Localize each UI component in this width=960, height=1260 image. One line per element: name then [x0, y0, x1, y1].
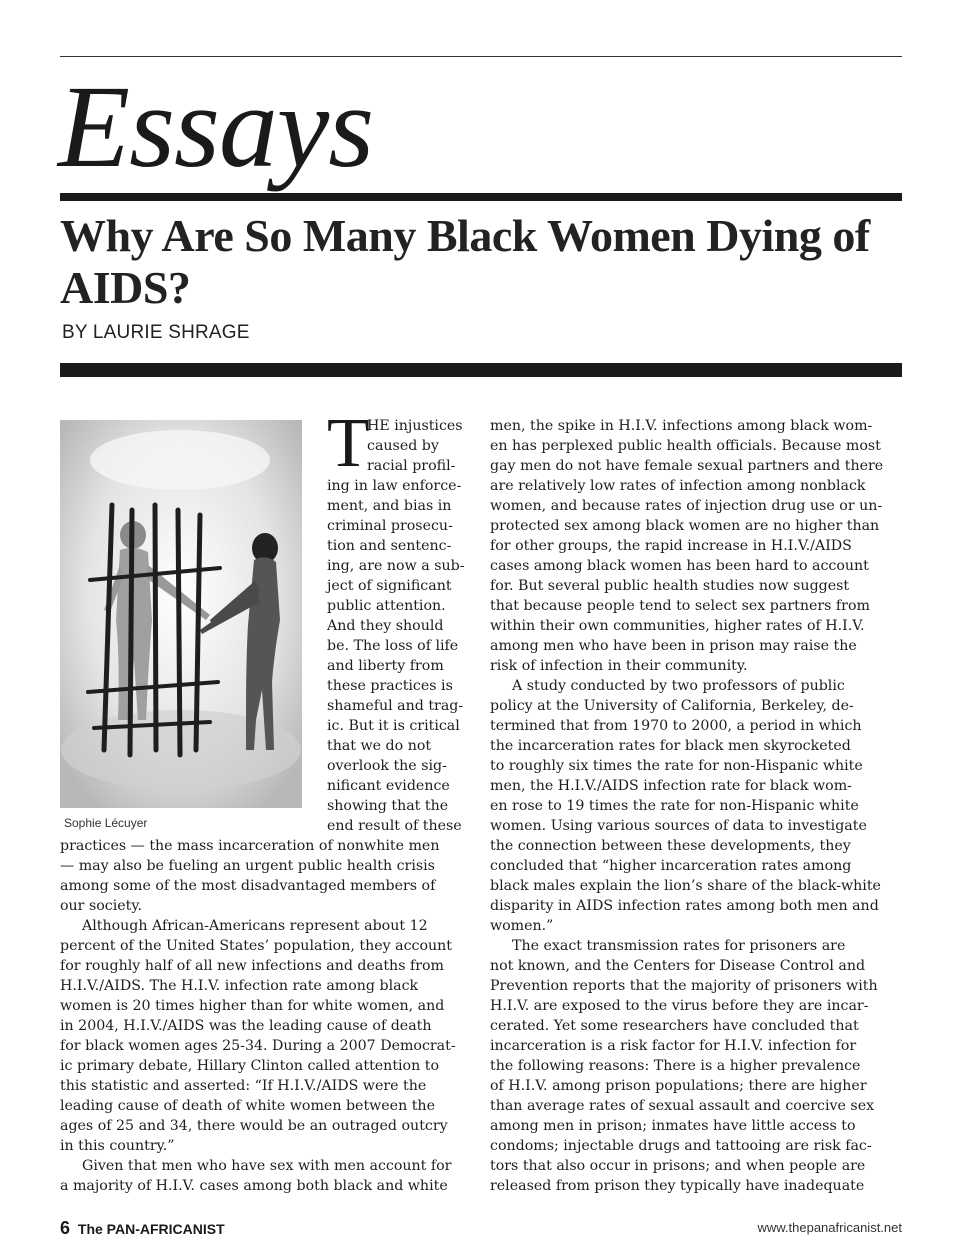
column-right: [490, 416, 902, 1196]
text-line: — may also be fueling an urgent public health crisis: [60, 858, 435, 874]
text-line: overlook the sig-: [327, 758, 447, 774]
text-line: And they should: [327, 618, 444, 634]
text-line: practices — the mass incarceration of nonwhite men: [60, 838, 440, 854]
text-line: for other groups, the rapid increase in H.I.V./AIDS: [490, 538, 852, 554]
text-line: that because people tend to select sex partners from: [490, 598, 870, 614]
text-line: ing, are now a sub-: [327, 558, 465, 574]
text-line: among men who have been in prison may raise the: [490, 638, 857, 654]
text-line: ic primary debate, Hillary Clinton called attention to: [60, 1058, 439, 1074]
column-left-bottom: [60, 836, 472, 1196]
image-credit: Sophie Lécuyer: [64, 816, 148, 830]
text-line: women.”: [490, 918, 554, 934]
text-line: these practices is: [327, 678, 453, 694]
drop-cap: T: [327, 405, 370, 482]
text-line: of H.I.V. among prison populations; there are higher: [490, 1078, 867, 1094]
text-line: in 2004, H.I.V./AIDS was the leading cause of death: [60, 1018, 432, 1034]
text-line: showing that the: [327, 798, 449, 814]
text-line: that we do not: [327, 738, 432, 754]
top-rule: [60, 56, 902, 57]
text-line: en rose to 19 times the rate for non-Hispanic white: [490, 798, 859, 814]
text-line: HE injustices: [367, 418, 463, 434]
text-line: a majority of H.I.V. cases among both black and white: [60, 1178, 448, 1194]
text-line: are relatively low rates of infection among nonblack: [490, 478, 866, 494]
text-line: tors that also occur in prisons; and when people are: [490, 1158, 866, 1174]
text-line: A study conducted by two professors of public: [512, 678, 845, 694]
column-left-top: [327, 405, 470, 836]
text-line: Prevention reports that the majority of prisoners with: [490, 978, 878, 994]
text-line: gay men do not have female sexual partners and there: [490, 458, 884, 474]
byline: BY LAURIE SHRAGE: [62, 322, 250, 343]
text-line: Although African-Americans represent about 12: [82, 918, 428, 934]
text-line: incarceration is a risk factor for H.I.V. infection for: [490, 1038, 857, 1054]
text-line: racial profil-: [367, 458, 456, 474]
text-line: ic. But it is critical: [327, 718, 460, 734]
page-number: 6: [60, 1218, 71, 1238]
text-line: shameful and trag-: [327, 698, 464, 714]
text-line: to roughly six times the rate for non-Hispanic white: [490, 758, 863, 774]
text-line: among some of the most disadvantaged members of: [60, 878, 436, 894]
text-line: women is 20 times higher than for white women, and: [60, 998, 445, 1014]
text-line: the incarceration rates for black men skyrocketed: [490, 738, 851, 754]
text-line: risk of infection in their community.: [490, 658, 748, 674]
text-line: protected sex among black women are no higher than: [490, 518, 880, 534]
header-divider: [60, 363, 902, 377]
text-line: among men in prison; inmates have little access to: [490, 1118, 856, 1134]
text-line: women, and because rates of injection drug use or un-: [490, 498, 883, 514]
text-line: not known, and the Centers for Disease Control and: [490, 958, 866, 974]
article-headline: Why Are So Many Black Women Dying of AIDS?: [60, 210, 870, 313]
text-line: for black women ages 25-34. During a 2007 Democrat-: [60, 1038, 456, 1054]
text-line: for. But several public health studies now suggest: [490, 578, 850, 594]
text-line: percent of the United States’ population, they account: [60, 938, 452, 954]
text-line: en has perplexed public health officials. Because most: [490, 438, 881, 454]
text-line: Given that men who have sex with men account for: [82, 1158, 452, 1174]
text-line: cases among black women has been hard to account: [490, 558, 869, 574]
text-line: H.I.V./AIDS. The H.I.V. infection rate among black: [60, 978, 419, 994]
text-line: end result of these: [327, 818, 462, 834]
section-title: Essays: [58, 61, 374, 192]
text-line: for roughly half of all new infections and deaths from: [60, 958, 445, 974]
text-line: tion and sentenc-: [327, 538, 452, 554]
text-line: the following reasons: There is a higher prevalence: [490, 1058, 861, 1074]
text-line: ages of 25 and 34, there would be an outraged outcry: [60, 1118, 448, 1134]
text-line: leading cause of death of white women between the: [60, 1098, 435, 1114]
text-line: condoms; injectable drugs and tattooing are risk fac-: [490, 1138, 872, 1154]
illustration: [60, 420, 302, 808]
text-line: disparity in AIDS infection rates among both men and: [490, 898, 879, 914]
text-line: women. Using various sources of data to investigate: [490, 818, 867, 834]
title-divider: [60, 193, 902, 201]
footer-url: www.thepanafricanist.net: [757, 1220, 902, 1235]
publication-name: The PAN-AFRICANIST: [77, 1221, 225, 1237]
text-line: within their own communities, higher rates of H.I.V.: [490, 618, 865, 634]
text-line: men, the spike in H.I.V. infections among black wom-: [490, 418, 873, 434]
text-line: this statistic and asserted: “If H.I.V./AIDS were the: [60, 1078, 427, 1094]
text-line: H.I.V. are exposed to the virus before they are incar-: [490, 998, 869, 1014]
text-line: policy at the University of California, Berkeley, de-: [490, 698, 854, 714]
text-line: ing in law enforce-: [327, 478, 462, 494]
text-line: cerated. Yet some researchers have concluded that: [490, 1018, 859, 1034]
text-line: caused by: [367, 438, 439, 454]
text-line: our society.: [60, 898, 143, 914]
text-line: the connection between these developments, they: [490, 838, 851, 854]
text-line: men, the H.I.V./AIDS infection rate for black wom-: [490, 778, 852, 794]
text-line: ment, and bias in: [327, 498, 452, 514]
text-line: public attention.: [327, 598, 446, 614]
text-line: concluded that “higher incarceration rates among: [490, 858, 852, 874]
text-line: nificant evidence: [327, 778, 450, 794]
text-line: and liberty from: [327, 658, 444, 674]
footer-publication: [60, 1218, 225, 1239]
text-line: than average rates of sexual assault and coercive sex: [490, 1098, 875, 1114]
text-line: ject of significant: [327, 578, 452, 594]
illustration-prisoner-woman: [60, 420, 302, 808]
text-line: termined that from 1970 to 2000, a period in which: [490, 718, 862, 734]
text-line: The exact transmission rates for prisoners are: [512, 938, 846, 954]
text-line: in this country.”: [60, 1138, 175, 1154]
text-line: criminal prosecu-: [327, 518, 453, 534]
text-line: black males explain the lion’s share of the black-white: [490, 878, 881, 894]
text-line: released from prison they typically have inadequate: [490, 1178, 865, 1194]
text-line: be. The loss of life: [327, 638, 459, 654]
